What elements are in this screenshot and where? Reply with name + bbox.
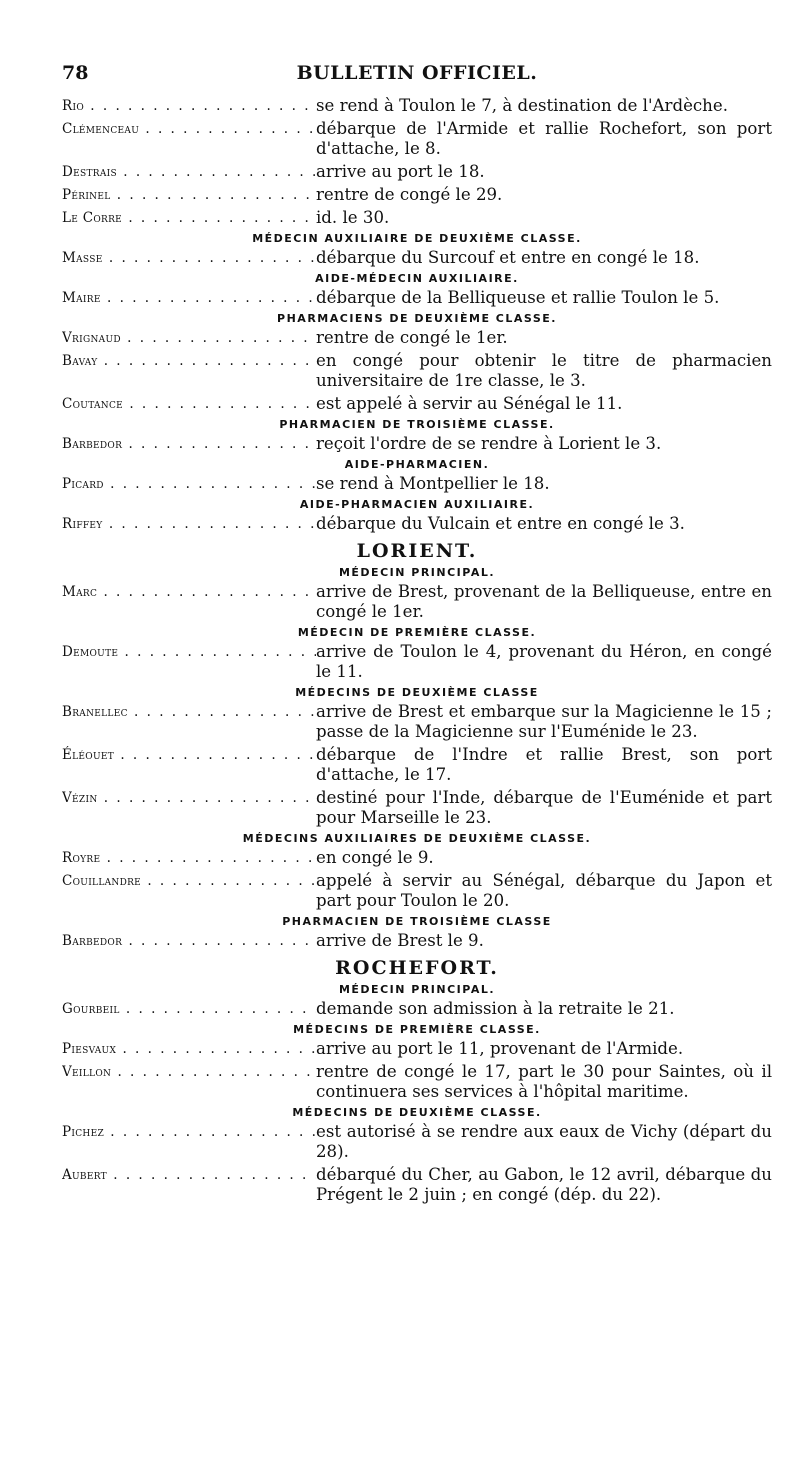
document-body: [62, 96, 772, 1205]
personnel-entry: [62, 474, 772, 494]
entry-text: débarque du Vulcain et entre en congé le 3.: [316, 514, 685, 533]
rank-heading: AIDE-MÉDECIN AUXILIAIRE.: [315, 272, 519, 285]
entry-text: arrive de Toulon le 4, provenant du Héron, en congé le 11.: [316, 642, 772, 681]
entry-name: Barbedor . . .: [62, 931, 316, 951]
personnel-entry: [62, 394, 772, 414]
entry-name: Bavay . . .: [62, 351, 316, 391]
personnel-entry: [62, 514, 772, 534]
personnel-entry: [62, 642, 772, 682]
personnel-entry: [62, 434, 772, 454]
entry-text: est appelé à servir au Sénégal le 11.: [316, 394, 623, 413]
rank-heading: MÉDECIN PRINCIPAL.: [338, 566, 496, 579]
personnel-entry: [62, 788, 772, 828]
entry-name: Vézin . . .: [62, 788, 316, 828]
entry-text: rentre de congé le 1er.: [316, 328, 508, 347]
personnel-entry: [62, 871, 772, 911]
entry-text: est autorisé à se rendre aux eaux de Vichy (départ du 28).: [316, 1122, 772, 1161]
entry-name: Royre . . .: [62, 848, 316, 868]
personnel-entry: [62, 702, 772, 742]
document-page: [62, 62, 772, 1208]
entry-text: arrive de Brest et embarque sur la Magicienne le 15 ; passe de la Magicienne sur l'Euménide le 23.: [316, 702, 772, 741]
entry-name: Gourbeil . . .: [62, 999, 316, 1019]
entry-text: débarqué du Cher, au Gabon, le 12 avril, débarque du Prégent le 2 juin ; en congé (dép. du 22).: [316, 1165, 772, 1204]
entry-name: Pichez . . .: [62, 1122, 316, 1162]
entry-text: arrive de Brest, provenant de la Belliqueuse, entre en congé le 1er.: [316, 582, 772, 621]
entry-name: Riffey . . .: [62, 514, 316, 534]
personnel-entry: [62, 208, 772, 228]
entry-name: Marc . . .: [62, 582, 316, 622]
page-number: 78: [62, 62, 89, 84]
port-heading: ROCHEFORT.: [335, 957, 499, 979]
entry-name: Coutance . . .: [62, 394, 316, 414]
personnel-entry: [62, 288, 772, 308]
entry-text: rentre de congé le 17, part le 30 pour Saintes, où il continuera ses services à l'hôpital maritime.: [316, 1062, 772, 1101]
personnel-entry: [62, 931, 772, 951]
entry-text: arrive au port le 11, provenant de l'Armide.: [316, 1039, 684, 1058]
personnel-entry: [62, 162, 772, 182]
entry-name: Veillon . . .: [62, 1062, 316, 1102]
personnel-entry: [62, 848, 772, 868]
entry-text: demande son admission à la retraite le 21.: [316, 999, 675, 1018]
entry-name: Barbedor . . .: [62, 434, 316, 454]
entry-name: Le Corre . . .: [62, 208, 316, 228]
entry-text: se rend à Toulon le 7, à destination de l'Ardèche.: [316, 96, 728, 115]
entry-name: Branellec . . .: [62, 702, 316, 742]
entry-text: reçoit l'ordre de se rendre à Lorient le 3.: [316, 434, 662, 453]
personnel-entry: [62, 96, 772, 116]
entry-name: Périnel . . .: [62, 185, 316, 205]
entry-text: en congé pour obtenir le titre de pharmacien universitaire de 1re classe, le 3.: [316, 351, 772, 390]
entry-name: Éléouet . . .: [62, 745, 316, 785]
entry-text: id. le 30.: [316, 208, 390, 227]
personnel-entry: [62, 1062, 772, 1102]
rank-heading: PHARMACIEN DE TROISIÈME CLASSE.: [279, 418, 555, 431]
personnel-entry: [62, 248, 772, 268]
entry-name: Vrignaud . . .: [62, 328, 316, 348]
rank-heading: MÉDECINS AUXILIAIRES DE DEUXIÈME CLASSE.: [242, 832, 592, 845]
rank-heading: MÉDECIN AUXILIAIRE DE DEUXIÈME CLASSE.: [252, 232, 582, 245]
entry-name: Maire . . .: [62, 288, 316, 308]
entry-name: Picard . . .: [62, 474, 316, 494]
personnel-entry: [62, 1122, 772, 1162]
personnel-entry: [62, 582, 772, 622]
personnel-entry: [62, 1165, 772, 1205]
entry-name: Couillandre . . .: [62, 871, 316, 911]
rank-heading: MÉDECINS DE PREMIÈRE CLASSE.: [293, 1023, 541, 1036]
personnel-entry: [62, 351, 772, 391]
rank-heading: MÉDECIN PRINCIPAL.: [338, 983, 496, 996]
entry-text: débarque de la Belliqueuse et rallie Toulon le 5.: [316, 288, 720, 307]
entry-name: Demoute . . .: [62, 642, 316, 682]
entry-text: débarque du Surcouf et entre en congé le 18.: [316, 248, 700, 267]
entry-text: en congé le 9.: [316, 848, 434, 867]
rank-heading: MÉDECINS DE DEUXIÈME CLASSE: [295, 686, 539, 699]
rank-heading: MÉDECINS DE DEUXIÈME CLASSE.: [292, 1106, 542, 1119]
entry-name: Piesvaux . . .: [62, 1039, 316, 1059]
rank-heading: PHARMACIENS DE DEUXIÈME CLASSE.: [277, 312, 557, 325]
entry-text: arrive au port le 18.: [316, 162, 485, 181]
entry-name: Masse . . .: [62, 248, 316, 268]
rank-heading: AIDE-PHARMACIEN AUXILIAIRE.: [299, 498, 535, 511]
port-heading: LORIENT.: [356, 540, 478, 562]
entry-text: débarque de l'Armide et rallie Rochefort, son port d'attache, le 8.: [316, 119, 772, 158]
personnel-entry: [62, 185, 772, 205]
entry-text: se rend à Montpellier le 18.: [316, 474, 550, 493]
entry-text: destiné pour l'Inde, débarque de l'Euménide et part pour Marseille le 23.: [316, 788, 772, 827]
entry-name: Clémenceau . . .: [62, 119, 316, 159]
entry-text: débarque de l'Indre et rallie Brest, son port d'attache, le 17.: [316, 745, 772, 784]
personnel-entry: [62, 328, 772, 348]
entry-text: appelé à servir au Sénégal, débarque du Japon et part pour Toulon le 20.: [316, 871, 772, 910]
rank-heading: AIDE-PHARMACIEN.: [344, 458, 490, 471]
personnel-entry: [62, 1039, 772, 1059]
running-title: BULLETIN OFFICIEL.: [296, 62, 538, 84]
personnel-entry: [62, 999, 772, 1019]
entry-name: Rio . . .: [62, 96, 316, 116]
rank-heading: PHARMACIEN DE TROISIÈME CLASSE: [282, 915, 552, 928]
personnel-entry: [62, 745, 772, 785]
entry-text: arrive de Brest le 9.: [316, 931, 484, 950]
entry-name: Destrais . . .: [62, 162, 316, 182]
page-header: [62, 62, 772, 96]
personnel-entry: [62, 119, 772, 159]
entry-name: Aubert . . .: [62, 1165, 316, 1205]
entry-text: rentre de congé le 29.: [316, 185, 503, 204]
rank-heading: MÉDECIN DE PREMIÈRE CLASSE.: [297, 626, 537, 639]
